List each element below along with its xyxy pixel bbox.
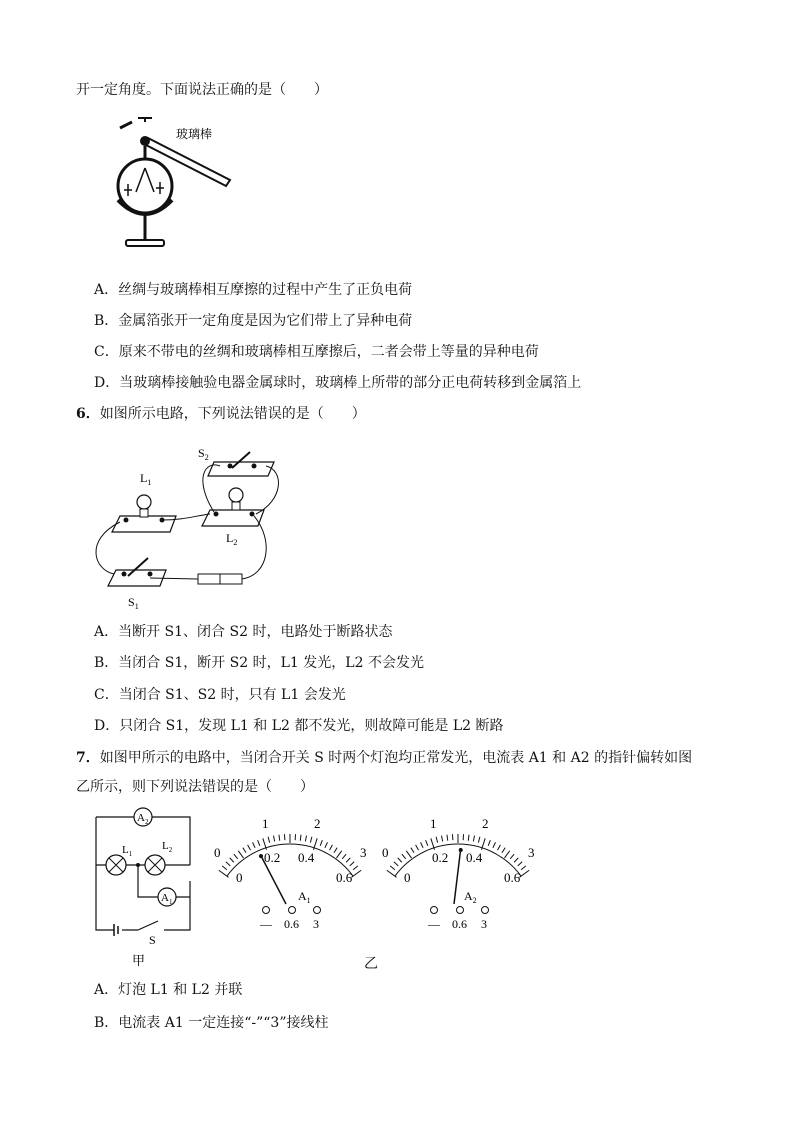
- glass-rod-label: 玻璃棒: [176, 127, 213, 141]
- m1-bottom-tick-1: 0.2: [264, 850, 281, 865]
- meter-a2-dial: [378, 812, 538, 932]
- scale-tick: [234, 854, 238, 859]
- electroscope-figure: [112, 110, 242, 255]
- q6-option-a: A．当断开 S1、闭合 S2 时，电路处于断路状态: [94, 624, 393, 640]
- m2-bottom-tick-1: 0.2: [432, 850, 449, 865]
- svg-text:3: 3: [481, 917, 487, 931]
- q7-stem-line1: 7．如图甲所示的电路中，当闭合开关 S 时两个灯泡均正常发光，电流表 A1 和 A2 的指针偏转如图: [76, 750, 693, 766]
- scale-tick: [243, 848, 246, 853]
- svg-text:A2: $A_2$: [464, 889, 477, 905]
- q7-option-b: B．电流表 A1 一定连接“-”“3”接线柱: [94, 1015, 329, 1031]
- scale-tick: [502, 848, 505, 853]
- m2-bottom-tick-2: 0.4: [466, 850, 483, 865]
- svg-text:L1: $L_1$: [140, 471, 152, 487]
- scale-tick: [248, 845, 251, 850]
- scale-tick: [219, 870, 229, 877]
- m2-top-tick-3: 3: [528, 845, 535, 860]
- m1-bottom-tick-3: 0.6: [336, 870, 353, 885]
- m2-bottom-tick-3: 0.6: [504, 870, 521, 885]
- scale-arc: [227, 844, 353, 876]
- scale-tick: [514, 858, 518, 862]
- meter-a1-dial: [210, 812, 370, 932]
- q7-circuit-jia: [88, 805, 198, 970]
- scale-tick: [320, 840, 322, 846]
- q6-option-d: D．只闭合 S1，发现 L1 和 L2 都不发光，则故障可能是 L2 断路: [94, 718, 504, 734]
- scale-tick: [398, 858, 402, 862]
- scale-tick: [402, 854, 406, 859]
- svg-text:A1: $A_1$: [298, 889, 311, 905]
- scale-tick: [258, 840, 260, 846]
- q6-circuit-figure: [94, 440, 294, 615]
- q6-stem: 6．如图所示电路，下列说法错误的是（ ）: [76, 406, 366, 422]
- scale-tick: [387, 870, 397, 877]
- scale-tick: [300, 835, 301, 841]
- m1-top-tick-1: 1: [262, 816, 269, 831]
- q7-option-a: A．灯泡 L1 和 L2 并联: [94, 982, 243, 998]
- scale-tick: [436, 837, 437, 843]
- scale-tick: [416, 845, 419, 850]
- m1-terminal-3: [314, 907, 321, 914]
- battery-symbol: [114, 924, 118, 936]
- svg-text:L2: $L_2$: [226, 531, 238, 547]
- scale-tick: [342, 854, 346, 859]
- scale-tick: [473, 836, 474, 842]
- q5-stem-tail: 开一定角度。下面说法正确的是（ ）: [76, 82, 328, 98]
- q7-stem-line2: 乙所示，则下列说法错误的是（ ）: [76, 779, 314, 795]
- needle-tip: [259, 854, 263, 858]
- m1-bottom-tick-0: 0: [236, 870, 243, 885]
- svg-text:L2: $L_2$: [162, 840, 173, 854]
- scale-tick: [230, 858, 234, 862]
- m2-terminal-06: [457, 907, 464, 914]
- scale-tick: [394, 862, 398, 866]
- m2-bottom-tick-0: 0: [404, 870, 411, 885]
- scale-tick: [253, 842, 256, 847]
- svg-text:—: —: [428, 917, 440, 931]
- m1-bottom-tick-2: 0.4: [298, 850, 315, 865]
- scale-tick: [350, 862, 354, 866]
- scale-tick: [406, 851, 411, 858]
- switch-s2: [208, 462, 274, 476]
- scale-tick: [519, 870, 529, 877]
- svg-text:3: 3: [313, 917, 319, 931]
- scale-tick: [447, 835, 448, 841]
- m1-top-tick-0: 0: [214, 845, 221, 860]
- scale-tick: [330, 845, 333, 850]
- q6-option-b: B．当闭合 S1，断开 S2 时，L1 发光，L2 不会发光: [94, 655, 424, 671]
- scale-tick: [521, 866, 526, 870]
- q6-option-c: C．当闭合 S1、S2 时，只有 L1 会发光: [94, 687, 346, 703]
- scale-tick: [325, 842, 328, 847]
- scale-tick: [222, 866, 227, 870]
- scale-tick: [334, 848, 337, 853]
- scale-tick: [226, 862, 230, 866]
- m1-terminal-06: [289, 907, 296, 914]
- svg-text:0.6: 0.6: [284, 917, 299, 931]
- scale-tick: [510, 854, 514, 859]
- svg-text:—: —: [260, 917, 272, 931]
- q5-option-c: C．原来不带电的丝绸和玻璃棒相互摩擦后，二者会带上等量的异种电荷: [94, 344, 539, 360]
- scale-tick: [421, 842, 424, 847]
- q5-option-d: D．当玻璃棒接触验电器金属球时，玻璃棒上所带的部分正电荷转移到金属箔上: [94, 375, 582, 391]
- scale-tick: [279, 835, 280, 841]
- m1-top-tick-2: 2: [314, 816, 321, 831]
- svg-text:S: S: [149, 933, 156, 947]
- electroscope-base: [126, 240, 164, 246]
- scale-tick: [518, 862, 522, 866]
- scale-tick: [390, 866, 395, 870]
- scale-tick: [488, 840, 490, 846]
- scale-tick: [426, 840, 428, 846]
- scale-tick: [493, 842, 496, 847]
- m2-terminal-3: [482, 907, 489, 914]
- q5-option-a: A．丝绸与玻璃棒相互摩擦的过程中产生了正负电荷: [94, 282, 413, 298]
- scale-tick: [274, 836, 275, 842]
- m2-top-tick-0: 0: [382, 845, 389, 860]
- scale-tick: [336, 851, 341, 858]
- svg-text:S1: $S_1$: [128, 595, 139, 611]
- needle-tip: [459, 848, 463, 852]
- scale-tick: [498, 845, 501, 850]
- m2-top-tick-2: 2: [482, 816, 489, 831]
- metal-ball: [140, 136, 150, 146]
- caption-jia: 甲: [132, 953, 146, 968]
- q5-option-b: B．金属箔张开一定角度是因为它们带上了异种电荷: [94, 313, 413, 329]
- svg-text:L1: $L_1$: [122, 844, 133, 858]
- scale-tick: [305, 836, 306, 842]
- scale-tick: [238, 851, 243, 858]
- m2-top-tick-1: 1: [430, 816, 437, 831]
- m1-terminal-neg: [263, 907, 270, 914]
- scale-tick: [504, 851, 509, 858]
- m1-top-tick-3: 3: [360, 845, 367, 860]
- caption-yi: 乙: [364, 956, 378, 972]
- svg-text:0.6: 0.6: [452, 917, 467, 931]
- scale-tick: [478, 837, 479, 843]
- battery: [198, 574, 220, 584]
- lamp-l2: [202, 510, 264, 526]
- svg-text:A2: $A_2$: [137, 812, 149, 826]
- svg-text:S2: $S_2$: [198, 446, 209, 462]
- svg-text:A1: $A_1$: [161, 892, 173, 906]
- scale-tick: [353, 866, 358, 870]
- m2-needle: [454, 848, 461, 904]
- switch-s: [138, 921, 158, 930]
- scale-tick: [351, 870, 361, 877]
- scale-tick: [411, 848, 414, 853]
- rod-tip-mark: [120, 122, 132, 128]
- m2-terminal-neg: [431, 907, 438, 914]
- scale-tick: [310, 837, 311, 843]
- scale-tick: [346, 858, 350, 862]
- scale-tick: [442, 836, 443, 842]
- scale-tick: [268, 837, 269, 843]
- scale-tick: [468, 835, 469, 841]
- lamp-l1: [112, 516, 176, 532]
